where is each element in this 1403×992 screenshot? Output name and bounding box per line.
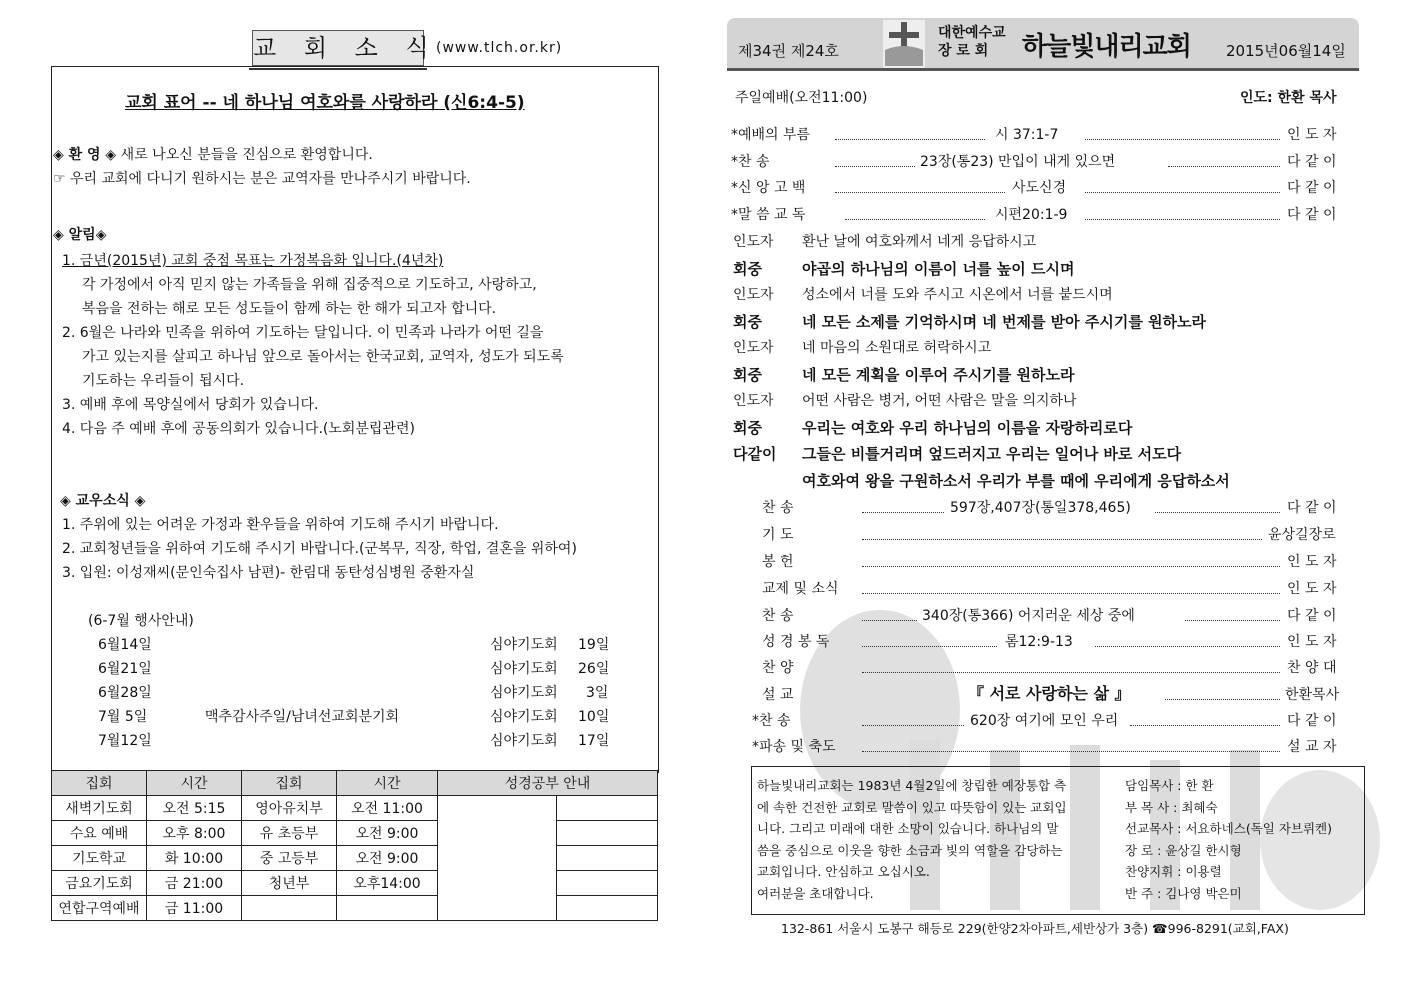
header-cell: 집회 (52, 771, 147, 796)
pastoral-item: 1. 주위에 있는 어려운 가정과 환우들을 위하여 기도해 주시기 바랍니다. (62, 517, 499, 533)
reading-text: 네 마음의 소원대로 허락하시고 (802, 340, 992, 356)
denomination-line: 대한예수교 (938, 25, 1006, 41)
order-mid: 롬12:9-13 (1005, 634, 1073, 650)
header-cell: 시간 (337, 771, 438, 796)
order-mid: 시편20:1-9 (995, 207, 1068, 223)
cell: 오전 9:00 (337, 821, 438, 846)
cell: 새벽기도회 (52, 796, 147, 821)
reading-speaker: 회중 (733, 419, 762, 437)
welcome-line (53, 144, 373, 164)
cell: 연합구역예배 (52, 896, 147, 921)
cell: 기도학교 (52, 846, 147, 871)
intro-line: 씀을 중심으로 이웃을 향한 소금과 빛의 역할을 감당하는 (757, 842, 1063, 858)
reading-speaker: 다같이 (733, 445, 777, 463)
cell: 영아유치부 (242, 796, 337, 821)
notice-item: 가고 있는지를 살피고 하나님 앞으로 돌아서는 한국교회, 교역자, 성도가 되도록 (82, 349, 564, 365)
reading-text: 어떤 사람은 병거, 어떤 사람은 말을 의지하나 (802, 393, 1077, 409)
dot-leader (862, 725, 964, 726)
pastoral-item: 3. 입원: 이성재씨(문인숙집사 남편)- 한림대 동탄성심병원 중환자실 (62, 565, 475, 581)
cell: 중 고등부 (242, 846, 337, 871)
cell: 유 초등부 (242, 821, 337, 846)
order-mid: 사도신경 (1012, 180, 1067, 196)
staff-line: 장 로 : 윤상길 한시형 (1125, 842, 1242, 858)
cross-logo-icon (883, 20, 925, 68)
cell: 수요 예배 (52, 821, 147, 846)
order-label: 찬 양 (762, 660, 794, 676)
cell: 오후14:00 (337, 871, 438, 896)
event-num: 19일 (578, 637, 610, 653)
dot-leader (862, 672, 1280, 673)
dot-leader (1185, 620, 1280, 621)
pastoral-heading: ◈ 교우소식 ◈ (60, 493, 146, 509)
table-row (52, 871, 658, 896)
order-label: *찬 송 (752, 713, 791, 729)
event-prayer: 심야기도회 (490, 685, 558, 701)
order-right: 인 도 자 (1287, 127, 1337, 143)
church-motto: 교회 표어 -- 네 하나님 여호와를 사랑하라 (신6:4-5) (125, 93, 525, 113)
dot-leader (862, 646, 997, 647)
order-label: 찬 송 (762, 500, 794, 516)
reading-text: 그들은 비틀거리며 엎드러지고 우리는 일어나 바로 서도다 (802, 445, 1182, 463)
dot-leader (835, 192, 1005, 193)
cell (337, 896, 438, 921)
order-right: 다 같 이 (1287, 154, 1337, 170)
order-right: 인 도 자 (1287, 581, 1337, 597)
cell (557, 796, 658, 821)
cell (557, 871, 658, 896)
reading-text: 야곱의 하나님의 이름이 너를 높이 드시며 (802, 260, 1075, 278)
reading-text: 네 모든 소제를 기억하시며 네 번제를 받아 주시기를 원하노라 (802, 313, 1207, 331)
header-cell: 성경공부 안내 (438, 771, 658, 796)
order-label: 성 경 봉 독 (762, 634, 830, 650)
order-mid: 620장 여기에 모인 우리 (970, 713, 1119, 729)
reading-speaker: 인도자 (733, 393, 774, 409)
church-name: 하늘빛내리교회 (1022, 32, 1191, 62)
intro-line: 여러분을 초대합니다. (757, 885, 874, 901)
cell: 화 10:00 (147, 846, 242, 871)
church-address: 132-861 서울시 도봉구 해등로 229(한양2차아파트,세반상가 3층) ☎996-8291(교회,FAX) (781, 921, 1289, 936)
order-label: *예배의 부름 (731, 127, 811, 143)
dot-leader (1095, 646, 1280, 647)
event-name: 맥추감사주일/남녀선교회분기회 (205, 709, 400, 725)
order-label: 봉 헌 (762, 554, 794, 570)
order-right: 인 도 자 (1287, 634, 1337, 650)
dot-leader (862, 620, 917, 621)
order-right: 다 같 이 (1287, 713, 1337, 729)
welcome-text: 새로 나오신 분들을 진심으로 환영합니다. (116, 147, 373, 163)
header-cell: 시간 (147, 771, 242, 796)
table-row (52, 846, 658, 871)
dot-leader (835, 139, 985, 140)
staff-line: 선교목사 : 서요하네스(독일 자브뤼켄) (1125, 821, 1333, 836)
staff-line: 찬양지휘 : 이용렬 (1125, 864, 1222, 879)
event-date: 7월12일 (98, 733, 152, 749)
dot-leader (862, 751, 1280, 752)
website-url[interactable]: (www.tlch.or.kr) (436, 40, 563, 56)
order-right: 다 같 이 (1287, 180, 1337, 196)
order-right: 다 같 이 (1287, 500, 1337, 516)
cell: 금 11:00 (147, 896, 242, 921)
reading-text: 환난 날에 여호와께서 네게 응답하시고 (802, 234, 1037, 250)
order-label: *신 앙 고 백 (731, 180, 806, 196)
dot-leader (862, 512, 944, 513)
notice-item: 3. 예배 후에 목양실에서 당회가 있습니다. (62, 397, 319, 413)
order-label: *찬 송 (731, 154, 770, 170)
order-label: 교제 및 소식 (762, 581, 839, 597)
cell: 오전 9:00 (337, 846, 438, 871)
meeting-schedule-table (51, 770, 658, 921)
event-date: 6월28일 (98, 685, 152, 701)
dot-leader (1130, 725, 1280, 726)
order-right: 윤상길장로 (1268, 527, 1336, 543)
events-title: (6-7월 행사안내) (88, 613, 194, 629)
notice-heading: ◈ 알림◈ (53, 227, 107, 243)
order-mid: 597장,407장(통일378,465) (950, 500, 1131, 516)
order-label: *파송 및 축도 (752, 739, 836, 755)
table-header-row (52, 771, 658, 796)
order-right: 다 같 이 (1287, 207, 1337, 223)
volume-number: 제34권 제24호 (738, 42, 839, 60)
notice-item: 2. 6월은 나라와 민족을 위하여 기도하는 달입니다. 이 민족과 나라가 어떤 길을 (62, 325, 544, 341)
reading-speaker: 회중 (733, 366, 762, 384)
event-prayer: 심야기도회 (490, 661, 558, 677)
notice-item: 복음을 전하는 해로 모든 성도들이 함께 하는 한 해가 되고자 합니다. (82, 301, 497, 317)
table-row (52, 821, 658, 846)
order-mid: 340장(통366) 어지러운 세상 중에 (922, 608, 1135, 624)
event-num: 26일 (578, 661, 610, 677)
event-num: 10일 (578, 709, 610, 725)
dot-leader (845, 219, 985, 220)
cell (557, 846, 658, 871)
dot-leader (1168, 166, 1280, 167)
order-label: 찬 송 (762, 608, 794, 624)
dot-leader (1165, 699, 1280, 700)
cell: 청년부 (242, 871, 337, 896)
cell: 금요기도회 (52, 871, 147, 896)
order-label: *말 씀 교 독 (731, 207, 806, 223)
cell (242, 896, 337, 921)
order-right: 인 도 자 (1287, 554, 1337, 570)
staff-line: 반 주 : 김나영 박은미 (1125, 885, 1242, 901)
header-cell: 집회 (242, 771, 337, 796)
church-intro (757, 775, 1067, 904)
notice-item: 4. 다음 주 예배 후에 공동의회가 있습니다.(노회분립관련) (62, 421, 415, 437)
intro-line: 하늘빛내리교회는 1983년 4월2일에 창립한 예장통합 측 (757, 778, 1067, 793)
order-right: 한환목사 (1285, 687, 1340, 703)
notice-item: 1. 금년(2015년) 교회 중점 목표는 가정복음화 입니다.(4년차) (62, 253, 444, 269)
dot-leader (862, 566, 1280, 567)
pastoral-item: 2. 교회청년들을 위하여 기도해 주시기 바랍니다.(군복무, 직장, 학업, 결혼을 위하여) (62, 541, 577, 557)
bulletin-date: 2015년06월14일 (1226, 42, 1346, 60)
event-prayer: 심야기도회 (490, 709, 558, 725)
cell (557, 896, 658, 921)
event-num: 3일 (586, 685, 609, 701)
order-label: 설 교 (762, 687, 794, 703)
cell (557, 821, 658, 846)
table-row (52, 896, 658, 921)
order-label: 기 도 (762, 527, 794, 543)
denomination-line: 장 로 회 (938, 43, 989, 59)
bible-study-cell (438, 796, 557, 921)
cell: 오전 5:15 (147, 796, 242, 821)
order-right: 설 교 자 (1287, 739, 1337, 755)
reading-text: 네 모든 계획을 이루어 주시기를 원하노라 (802, 366, 1075, 384)
event-date: 6월14일 (98, 637, 152, 653)
intro-line: 에 속한 건전한 교회로 말씀이 있고 따뜻함이 있는 교회입 (757, 799, 1067, 815)
cell: 오후 8:00 (147, 821, 242, 846)
cell: 금 21:00 (147, 871, 242, 896)
welcome-note: ☞ 우리 교회에 다니기 원하시는 분은 교역자를 만나주시기 바랍니다. (53, 171, 471, 187)
reading-text: 여호와여 왕을 구원하소서 우리가 부를 때에 우리에게 응답하소서 (802, 472, 1230, 490)
event-num: 17일 (578, 733, 610, 749)
service-leader: 인도: 한환 목사 (1240, 90, 1337, 106)
staff-line: 부 목 사 : 최혜숙 (1125, 799, 1218, 815)
event-date: 6월21일 (98, 661, 152, 677)
dot-leader (1155, 512, 1280, 513)
welcome-heading: ◈ 환 영 ◈ (53, 147, 117, 163)
reading-text: 성소에서 너를 도와 주시고 시온에서 너를 붙드시며 (802, 287, 1113, 303)
reading-speaker: 회중 (733, 313, 762, 331)
dot-leader (835, 166, 915, 167)
event-prayer: 심야기도회 (490, 637, 558, 653)
intro-line: 니다. 그리고 미래에 대한 소망이 있습니다. 하나님의 말 (757, 821, 1059, 836)
staff-line: 담임목사 : 한 환 (1125, 778, 1214, 793)
reading-text: 우리는 여호와 우리 하나님의 이름을 자랑하리로다 (802, 419, 1133, 437)
dot-leader (862, 593, 1280, 594)
dot-leader (862, 539, 1262, 540)
order-right: 찬 양 대 (1287, 660, 1337, 676)
church-staff (1125, 775, 1332, 904)
dot-leader (1085, 139, 1280, 140)
service-time: 주일예배(오전11:00) (735, 90, 868, 106)
sermon-title: 『 서로 사랑하는 삶 』 (968, 684, 1131, 703)
reading-speaker: 인도자 (733, 340, 774, 356)
dot-leader (1085, 219, 1280, 220)
notice-item: 기도하는 우리들이 됩시다. (82, 373, 245, 389)
notice-item: 각 가정에서 아직 믿지 않는 가족들을 위해 집중적으로 기도하고, 사랑하고, (82, 277, 537, 293)
denomination (938, 24, 1006, 60)
cell: 오전 11:00 (337, 796, 438, 821)
reading-speaker: 인도자 (733, 287, 774, 303)
event-date: 7월 5일 (98, 709, 148, 725)
order-mid: 23장(통23) 만입이 내게 있으면 (920, 154, 1116, 170)
table-row (52, 796, 658, 821)
reading-speaker: 인도자 (733, 234, 774, 250)
event-prayer: 심야기도회 (490, 733, 558, 749)
dot-leader (1085, 192, 1280, 193)
reading-speaker: 회중 (733, 260, 762, 278)
order-mid: 시 37:1-7 (995, 127, 1059, 143)
intro-line: 교회입니다. 안심하고 오십시오. (757, 864, 930, 879)
news-section-title: 교 회 소 식 (252, 30, 424, 66)
order-right: 다 같 이 (1287, 608, 1337, 624)
